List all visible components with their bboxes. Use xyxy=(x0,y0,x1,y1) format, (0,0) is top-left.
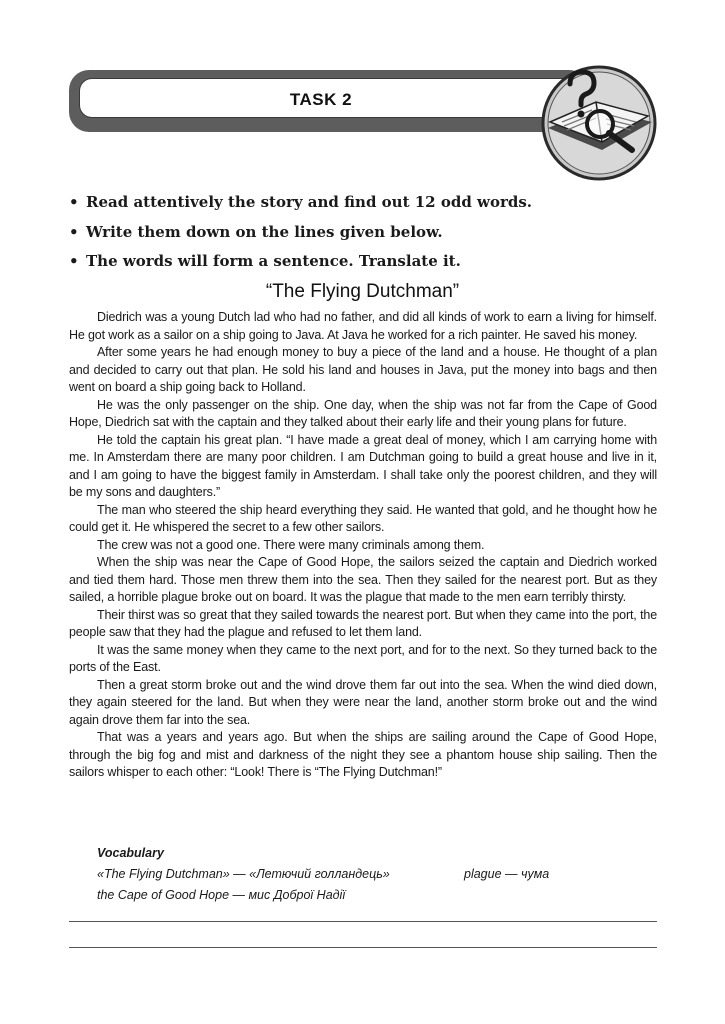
vocabulary-entry: «The Flying Dutchman» — «Летючий голландець» xyxy=(97,867,390,881)
story-paragraph: The man who steered the ship heard everything they said. He wanted that gold, and he thought how he could get it. He whispered the secret to a few other sailors. xyxy=(69,502,657,534)
instruction-text: Write them down on the lines given below. xyxy=(86,222,443,241)
task-header-banner xyxy=(69,70,589,132)
answer-line[interactable] xyxy=(69,947,657,948)
story-paragraph: It was the same money when they came to the next port, and for to the next. So they turned back to the ports of the East. xyxy=(69,642,657,674)
instruction-item xyxy=(69,247,659,277)
story-paragraph: Diedrich was a young Dutch lad who had no father, and did all kinds of work to earn a living for himself. He got work as a sailor on a ship going to Java. At Java he worked for a rich painter. He saved his money. xyxy=(69,310,657,342)
story-paragraph: He told the captain his great plan. “I have made a great deal of money, which I am carrying home with me. In Amsterdam there are many poor children. I am Dutchman going to build a great house and live in it, and I am going to have the biggest family in Amsterdam. I shall take only the poorest children, and they will be my sons and daughters.” xyxy=(69,432,657,499)
bullet-icon: • xyxy=(69,193,79,211)
instruction-text: Read attentively the story and find out 12 odd words. xyxy=(86,193,533,211)
book-magnifier-question-icon xyxy=(540,64,658,182)
story-body xyxy=(69,309,657,782)
vocabulary-row xyxy=(97,885,657,906)
vocabulary-entry: the Cape of Good Hope — мис Доброї Надії xyxy=(97,888,346,902)
story-paragraph: When the ship was near the Cape of Good Hope, the sailors seized the captain and Diedrich worked and tied them hard. Those men threw them into the sea. Then they sailed for the nearest port. But as they sailed, a horrible plague broke out on board. It was the plague that made to the men earn terribly thirsty. xyxy=(69,555,657,604)
vocabulary-heading: Vocabulary xyxy=(97,846,164,860)
vocabulary-entry: plague — чума xyxy=(464,867,550,881)
story-paragraph: That was a years and years ago. But when the ships are sailing around the Cape of Good Hope, through the big fog and mist and darkness of the night they see a phantom house ship sailing. Then the sailors whisper to each other: “Look! There is “The Flying Dutchman!” xyxy=(69,730,657,779)
task-header-inner xyxy=(79,78,583,118)
instruction-list xyxy=(69,188,659,277)
bullet-icon: • xyxy=(69,252,79,270)
bullet-icon: • xyxy=(69,222,79,241)
story-title: “The Flying Dutchman” xyxy=(265,281,460,302)
story-paragraph: The crew was not a good one. There were many criminals among them. xyxy=(97,537,485,552)
task-title: TASK 2 xyxy=(289,90,353,109)
story-paragraph: Their thirst was so great that they sailed towards the nearest port. But when they came into the port, the people saw that they had the plague and refused to let them land. xyxy=(69,607,657,639)
instruction-item xyxy=(69,188,659,218)
story-paragraph: After some years he had enough money to buy a piece of the land and a house. He thought of a plan and decided to carry out that plan. He sold his land and houses in Java, put the money into bags and then went on board a ship going back to Holland. xyxy=(69,345,657,394)
instruction-text: The words will form a sentence. Translate it. xyxy=(86,252,461,270)
vocabulary-section xyxy=(97,843,657,906)
story-paragraph: Then a great storm broke out and the wind drove them far out into the sea. When the wind died down, they again steered for the land. But when they were near the land, another storm broke out and the wind again drove them far into the sea. xyxy=(69,677,657,727)
instruction-item xyxy=(69,218,659,248)
story-paragraph: He was the only passenger on the ship. One day, when the ship was not far from the Cape of Good Hope, Diedrich sat with the captain and they talked about their early life and their young plans for future. xyxy=(69,397,657,429)
vocabulary-row xyxy=(97,864,657,885)
answer-line[interactable] xyxy=(69,921,657,922)
